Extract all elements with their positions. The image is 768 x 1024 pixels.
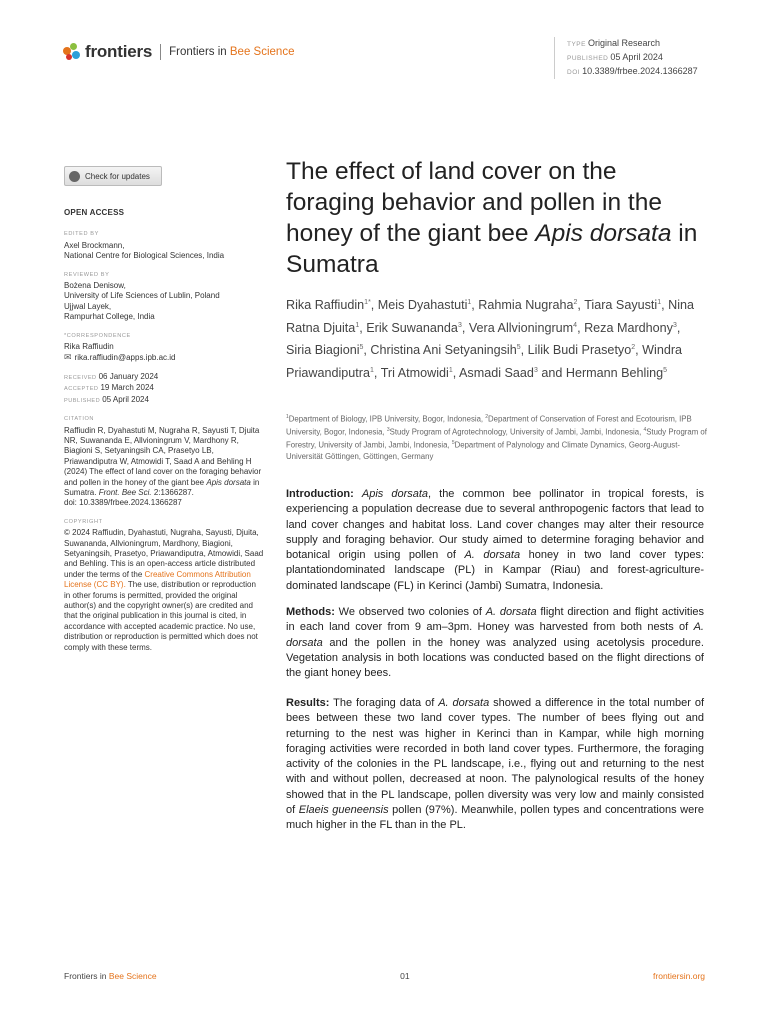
author-name[interactable]: Asmadi Saad bbox=[459, 366, 534, 381]
author-affiliation-mark: 1 bbox=[370, 367, 374, 375]
brand-name: frontiers bbox=[85, 42, 153, 61]
dates: RECEIVED 06 January 2024 ACCEPTED 19 March 2024 PUBLISHED 05 April 2024 bbox=[64, 371, 159, 404]
frontiers-logo-icon bbox=[63, 43, 81, 61]
author-name[interactable]: Tiara Sayusti bbox=[584, 298, 658, 313]
author-affiliation-mark: 1 bbox=[355, 321, 360, 329]
author-affiliation-mark: 2 bbox=[573, 299, 578, 306]
check-for-updates-button[interactable]: Check for updates bbox=[64, 166, 162, 186]
affiliation: Department of Conservation of Forest and Ecotourism, IPB University, Bogor, Indonesia, bbox=[286, 414, 692, 437]
abstract-results: Results: The foraging data of A. dorsata showed a difference in the total number of bees between these two land cover types. The number of bees flying out and returning to the nest was higher in Kerinci than in Kampar, while high morning foraging activities were recorded in both land cover types. Furthermore, the foraging activity of the colonies in the PL landscape, i.e., flying out and returning to the nest with and without pollen, decreased at noon. The palynological results of the honey showed that in the PL landscape, pollen diversity was very low and mainly consisted of Elaeis gueneensis pollen (97%). Meanwhile, pollen types and concentrations were much higher in the FL than in the PL. bbox=[286, 697, 705, 832]
author-name[interactable]: Lilik Budi Prasetyo bbox=[527, 343, 632, 358]
open-access-label: OPEN ACCESS bbox=[64, 208, 125, 217]
author-name[interactable]: Erik Suwananda bbox=[366, 320, 458, 335]
doi-link[interactable]: 10.3389/frbee.2024.1366287 bbox=[582, 66, 698, 76]
affiliation: Study Program of Agrotechnology, University of Jambi, Jambi, Indonesia, bbox=[389, 427, 644, 437]
affiliation: Department of Palynology and Climate Dynamics, Georg-August-Universität Göttingen, Göttingen, Germany bbox=[286, 440, 680, 461]
article-meta: TYPE Original Research PUBLISHED 05 April 2024 DOI 10.3389/frbee.2024.1366287 bbox=[554, 37, 698, 79]
author-name[interactable]: Siria Biagioni bbox=[286, 343, 360, 358]
site-link[interactable]: frontiersin.org bbox=[653, 971, 705, 981]
author-name[interactable]: Nina Ratna Djuita bbox=[286, 298, 695, 335]
page-number: 01 bbox=[400, 971, 410, 981]
author-name[interactable]: Meis Dyahastuti bbox=[377, 298, 468, 313]
reviewed-by: REVIEWED BY Bożena Denisow, University of Life Sciences of Lublin, Poland Ujjwal Layek, Rampurhat College, India bbox=[64, 271, 220, 322]
abstract-methods: Methods: We observed two colonies of A. dorsata flight direction and flight activities in each land cover from 9 am–3pm. Honey was harvested from both nests of A. dorsata and the pollen in the honey was analyzed using acetolysis procedure. Vegetation analysis in both locations was conducted based on the flight directions of the giant honey bees. bbox=[286, 606, 705, 680]
page-footer bbox=[64, 971, 705, 981]
correspondence: *CORRESPONDENCE Rika Raffiudin ✉ rika.raffiudin@apps.ipb.ac.id bbox=[64, 331, 264, 364]
author-affiliation-mark: 5 bbox=[516, 344, 521, 352]
email-link[interactable]: ✉ rika.raffiudin@apps.ipb.ac.id bbox=[64, 352, 264, 363]
article-title: The effect of land cover on the foraging behavior and pollen in the honey of the giant bee Apis dorsata in Sumatra bbox=[286, 158, 698, 278]
footer-journal: Frontiers in Bee Science bbox=[64, 971, 157, 981]
author-name[interactable]: Windra Priawandiputra bbox=[286, 343, 683, 381]
author-name[interactable]: Reza Mardhony bbox=[584, 320, 673, 335]
author-affiliation-mark: 1 bbox=[657, 299, 662, 306]
affiliation: Study Program of Forestry, University of Jambi, Jambi, Indonesia, bbox=[286, 427, 707, 450]
edited-by: EDITED BY Axel Brockmann, National Centre for Biological Sciences, India bbox=[64, 231, 225, 261]
author-affiliation-mark: 3 bbox=[672, 321, 677, 329]
frontiers-logo[interactable] bbox=[63, 42, 294, 62]
affiliations: $^1$Department of Biology, IPB University, Bogor, Indonesia, $^2$Department of Conservation of Forest and Ecotourism, IPB University, Bogor, Indonesia, $^3$Study Program of Agrotechnology, University of Jambi, Jambi, Indonesia, $^4$Study Program of Forestry, University of Jambi, Jambi, Indonesia, $^5$Department of Palynology and Climate Dynamics, Georg-August-Universität Göttingen, Göttingen, Germany bbox=[286, 414, 707, 461]
author-affiliation-mark: 4 bbox=[573, 321, 578, 329]
author-affiliation-mark: 3 bbox=[533, 367, 538, 375]
author-name[interactable]: Rahmia Nugraha bbox=[478, 298, 574, 313]
author-name[interactable]: Vera Allvioningrum bbox=[468, 320, 574, 335]
author-affiliation-mark: 5 bbox=[359, 344, 364, 352]
sidebar-info bbox=[64, 208, 264, 661]
author-affiliation-mark: 5 bbox=[663, 367, 668, 375]
license-link[interactable]: Creative Commons Attribution License (CC BY). bbox=[64, 569, 251, 590]
copyright: COPYRIGHT © 2024 Raffiudin, Dyahastuti, Nugraha, Sayusti, Djuita, Suwananda, Allvioningrum, Mardhony, Biagioni, Setyaningsih, Prasetyo, Priawandiputra, Atmowidi, Saad and Behling. This is an open-access article distributed under the terms of the Creative Commons Attribution License (CC BY). The use, distribution or reproduction in other forums is permitted, provided the original author(s) and the copyright owner(s) are credited and that the original publication in this journal is cited, in accordance with accepted academic practice. No use, distribution or reproduction is permitted which does not comply with these terms. bbox=[64, 518, 264, 652]
citation-doi[interactable]: doi: 10.3389/frbee.2024.1366287 bbox=[64, 498, 182, 508]
author-affiliation-mark: 3 bbox=[457, 321, 462, 329]
author-name[interactable]: Rika Raffiudin bbox=[286, 298, 365, 313]
header-divider bbox=[160, 44, 161, 60]
affiliation: Department of Biology, IPB University, Bogor, Indonesia, bbox=[288, 414, 486, 424]
author-affiliation-mark: 1 bbox=[467, 299, 472, 306]
author-affiliation-mark: 1 bbox=[448, 367, 453, 375]
author-name[interactable]: Christina Ani Setyaningsih bbox=[370, 343, 517, 358]
citation: CITATION Raffiudin R, Dyahastuti M, Nugraha R, Sayusti T, Djuita NR, Suwananda E, Allvioningrum V, Mardhony R, Biagioni S, Setyaningsih CA, Prasetyo LB, Priawandiputra W, Atmowidi T, Saad A and Behling H (2024) The effect of land cover on the foraging behavior and pollen in the honey of the giant bee Apis dorsata in Sumatra. Front. Bee Sci. 2:1366287. doi: 10.3389/frbee.2024.1366287 bbox=[64, 414, 264, 509]
abstract-introduction: Introduction: Apis dorsata, the common bee pollinator in tropical forests, is experiencing a population decrease due to several anthropogenic factors that lead to land cover changes and habitat loss. Land cover changes may alter their resource supply and foraging behavior. Our study aimed to determine foraging behavior and botanical origin using pollen of A. dorsata honey in two land cover types: plantationdominated landscape (PL) in Kampar (Riau) and forest-agriculture-dominated landscape (FL) in Kerinci (Jambi) Sumatra, Indonesia. bbox=[286, 488, 705, 592]
refresh-icon bbox=[69, 171, 80, 182]
author-list: Rika Raffiudin$^{1*}$, Meis Dyahastuti$^1$, Rahmia Nugraha$^2$, Tiara Sayusti$^1$, Nina Ratna Djuita$^1$, Erik Suwananda$^3$, Vera Allvioningrum$^4$, Reza Mardhony$^3$, Siria Biagioni$^5$, Christina Ani Setyaningsih$^5$, Lilik Budi Prasetyo$^2$, Windra Priawandiputra$^1$, Tri Atmowidi$^1$, Asmadi Saad$^3$ and Hermann Behling$^5$ bbox=[286, 298, 695, 381]
author-name[interactable]: and Hermann Behling bbox=[541, 366, 664, 381]
author-affiliation-mark: 2 bbox=[631, 344, 636, 352]
author-name[interactable]: Tri Atmowidi bbox=[380, 366, 449, 381]
author-affiliation-mark: 1* bbox=[364, 299, 371, 306]
journal-name: Frontiers in Bee Science bbox=[169, 46, 295, 58]
